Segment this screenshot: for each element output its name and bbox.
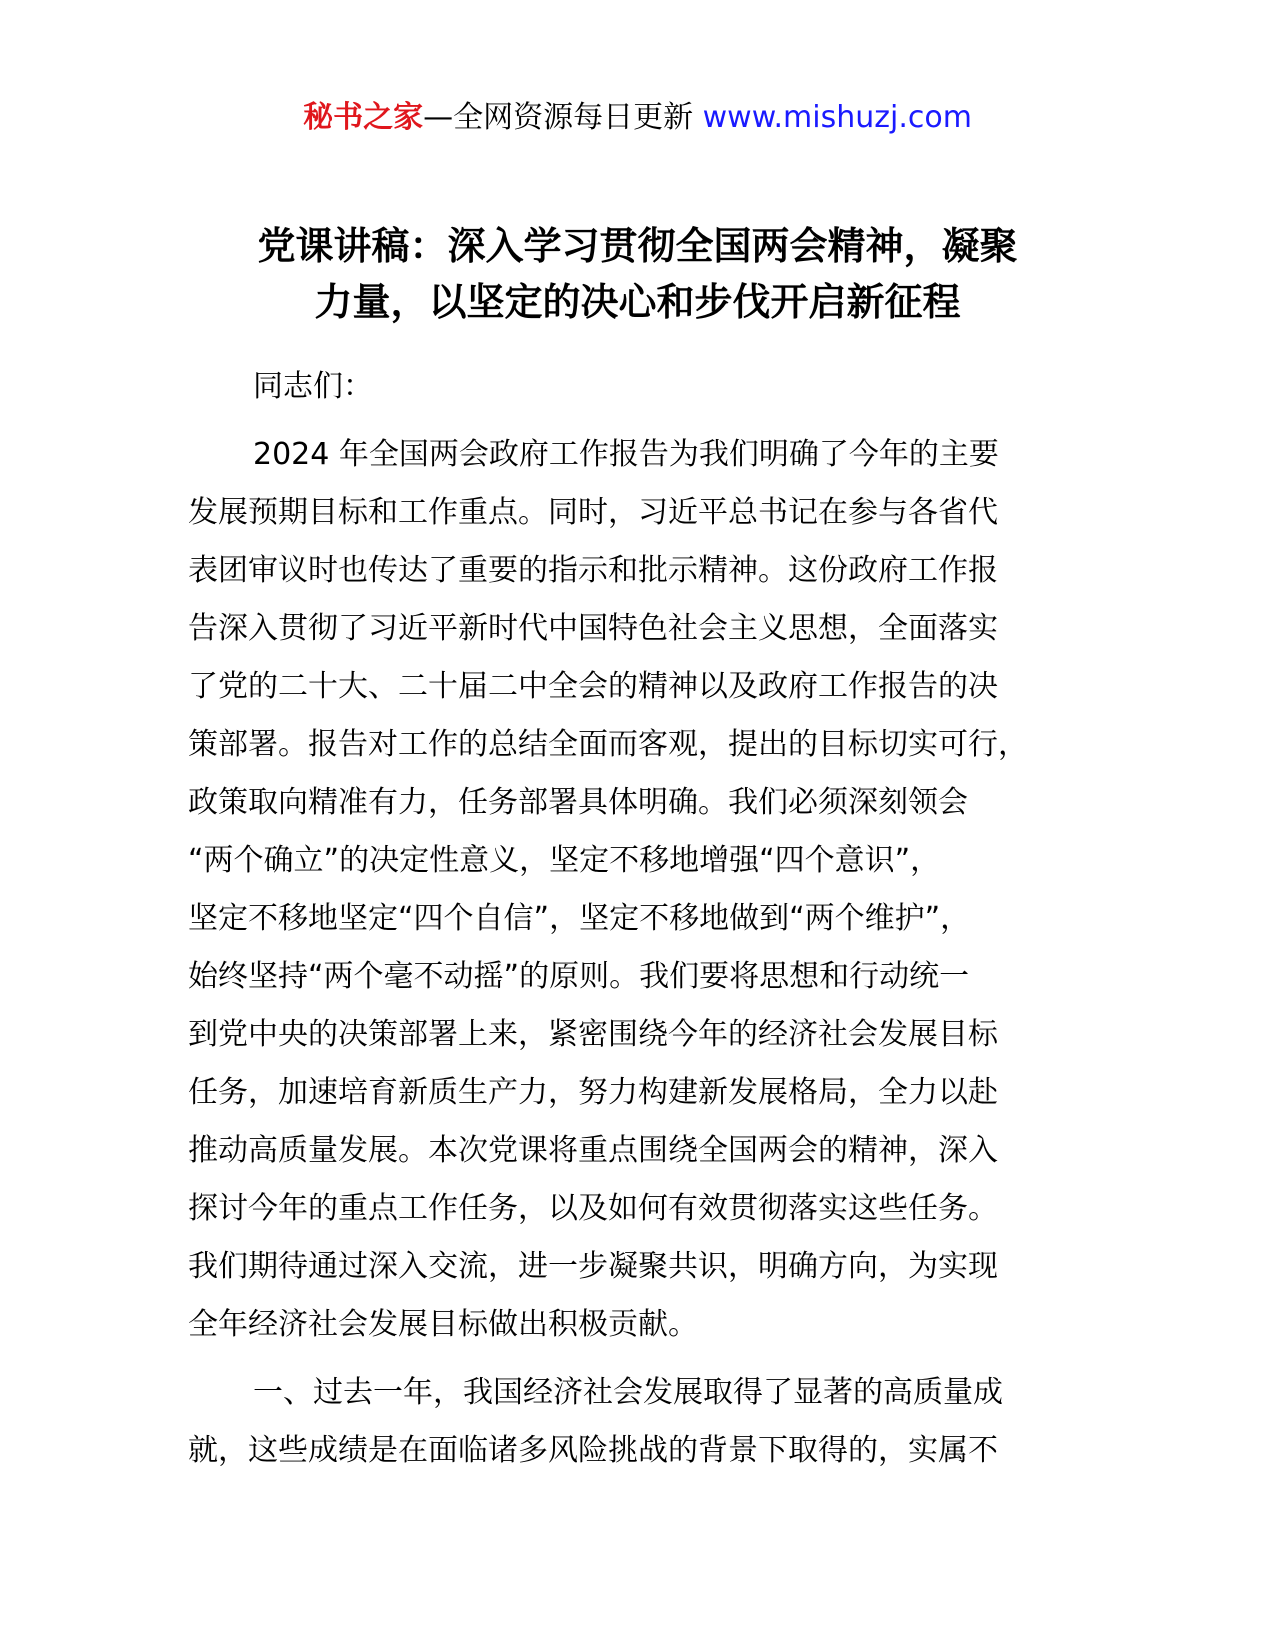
site-brand: 秘书之家 [303,100,424,135]
text-line: 就，这些成绩是在面临诸多风险挑战的背景下取得的，实属不 [188,1433,998,1468]
text-line: 发展预期目标和工作重点。同时，习近平总书记在参与各省代 [188,495,998,530]
site-url-link[interactable]: www.mishuzj.com [702,100,972,135]
text-line: 到党中央的决策部署上来，紧密围绕今年的经济社会发展目标 [188,1017,998,1052]
document-body [188,358,1098,1490]
paragraph-intro [188,426,1098,1354]
text-line: “两个确立”的决定性意义，坚定不移地增强“四个意识”， [188,843,941,878]
text-line: 探讨今年的重点工作任务，以及如何有效贯彻落实这些任务。 [188,1191,998,1226]
document-title-line-2: 力量，以坚定的决心和步伐开启新征程 [314,280,961,324]
text-line: 我们期待通过深入交流，进一步凝聚共识，明确方向，为实现 [188,1249,998,1284]
document-title-line-1: 党课讲稿：深入学习贯彻全国两会精神，凝聚 [257,224,1018,268]
text-line: 政策取向精准有力，任务部署具体明确。我们必须深刻领会 [188,785,968,820]
text-line: 策部署。报告对工作的总结全面而客观，提出的目标切实可行， [188,727,1028,762]
text-line: 了党的二十大、二十届二中全会的精神以及政府工作报告的决 [188,669,998,704]
text-line: 告深入贯彻了习近平新时代中国特色社会主义思想，全面落实 [188,611,998,646]
paragraph-section-one [188,1364,1098,1480]
text-line: 坚定不移地坚定“四个自信”，坚定不移地做到“两个维护”， [188,901,971,936]
text-line: 2024 年全国两会政府工作报告为我们明确了今年的主要 [253,437,999,472]
site-header [0,96,1275,140]
text-line: 全年经济社会发展目标做出积极贡献。 [188,1307,698,1342]
text-line: 推动高质量发展。本次党课将重点围绕全国两会的精神，深入 [188,1133,998,1168]
text-line: 任务，加速培育新质生产力，努力构建新发展格局，全力以赴 [188,1075,998,1110]
document-title [150,218,1125,330]
site-tagline: —全网资源每日更新 [423,100,703,135]
text-line: 一、过去一年，我国经济社会发展取得了显著的高质量成 [253,1375,1003,1410]
text-line: 表团审议时也传达了重要的指示和批示精神。这份政府工作报 [188,553,998,588]
text-line: 始终坚持“两个毫不动摇”的原则。我们要将思想和行动统一 [188,959,970,994]
greeting: 同志们： [253,369,373,404]
